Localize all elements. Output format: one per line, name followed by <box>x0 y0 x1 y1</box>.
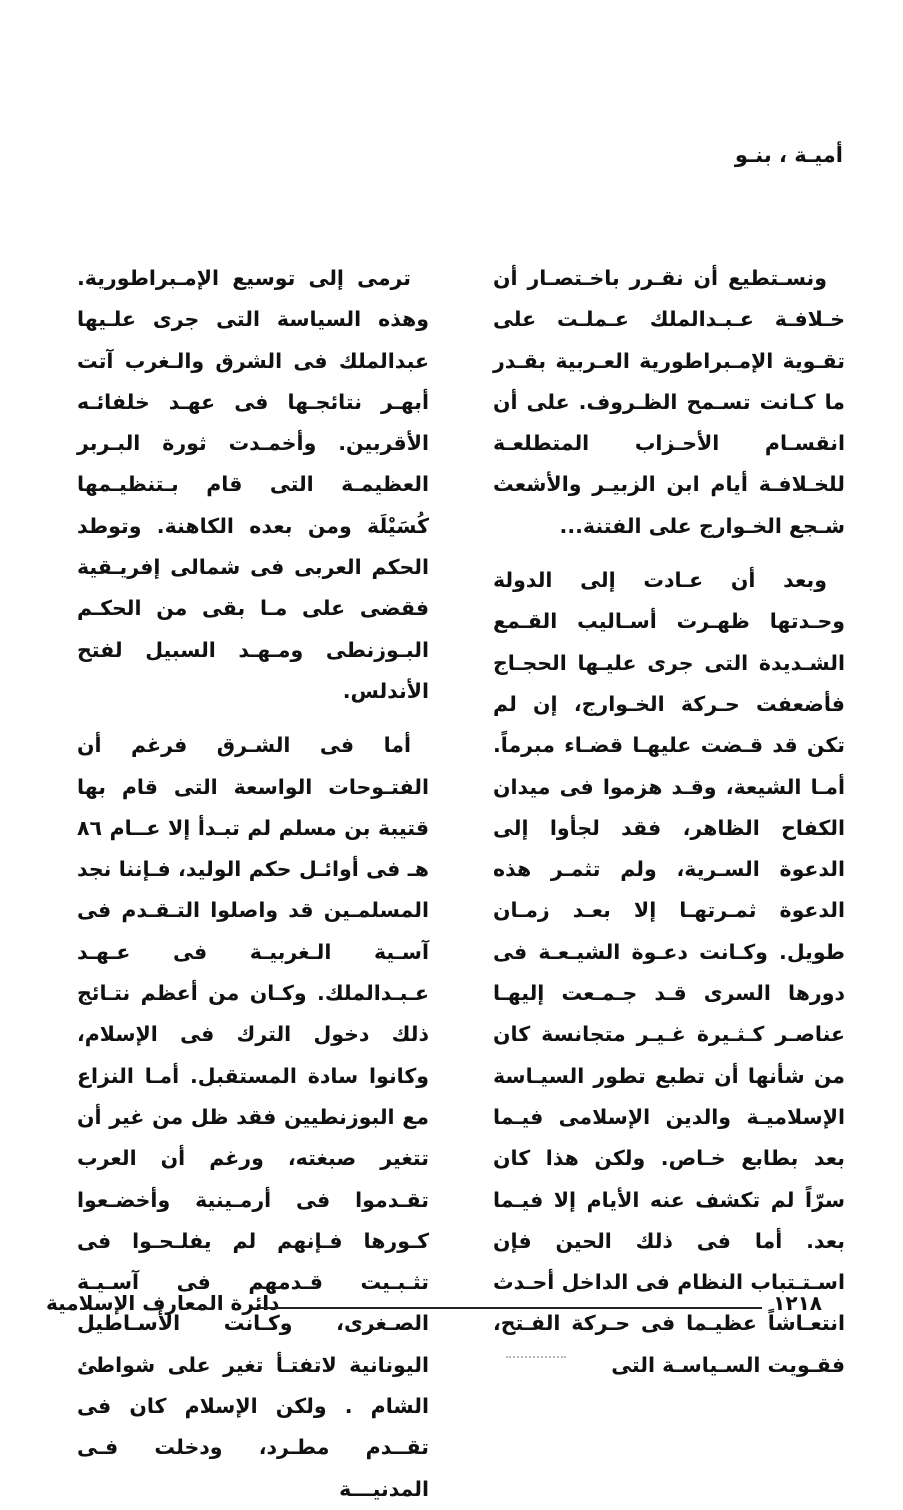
footer-journal-title: دائرة المعارف الإسلامية <box>46 1291 280 1315</box>
left-text-column <box>77 258 429 1510</box>
footer-divider-line <box>258 1307 762 1309</box>
right-text-column <box>493 258 845 1386</box>
running-header: أميـة ، بنـو <box>734 143 843 167</box>
left-paragraph-1: ترمى إلى توسيع الإمـبراطورية. وهذه السياسة التى جرى علـيها عبدالملك فى الشرق والـغرب آتت أبهـر نتائجـها فى عهـد خلفائـه الأقربين. وأخمـدت ثورة البـربر العظيمـة التى قام بـتنظيـمها كُسَيْلَة ومن بعده الكاهنة. وتوطد الحكم العربى فى شمالى إفريـقية فقضى على مـا بقى من الحكـم البـوزنطى ومـهـد السبيل لفتح الأندلس. <box>77 266 429 703</box>
right-paragraph-1: ونسـتطيع أن نقـرر باخـتصـار أن خـلافـة عـبـدالملك عـملـت على تقـوية الإمـبراطورية العـربية بقـدر ما كـانت تسـمح الظـروف. على أن انقسـام الأحـزاب المتطلعـة للخـلافـة أيام ابن الزبيـر والأشعث شـجع الخـوارج على الفتنة... <box>493 266 845 538</box>
left-paragraph-2: أما فى الشـرق فرغم أن الفتـوحات الواسعة التى قام بها قتيبة بن مسلم لم تبـدأ إلا عــام ٨٦ هـ فى أوائـل حكم الوليد، فـإننا نجد المسلمـين قد واصلوا التـقـدم فى آسـية الـغربيـة فى عـهـد عـبـدالملك. وكـان من أعظم نتـائج ذلك دخول الترك فى الإسلام، وكانوا سادة المستقبل. أمـا النزاع مع البوزنطيين فقد ظل من غير أن تتغير صبغته، ورغم أن العرب تقـدموا فى أرمـينية وأخضـعوا كـورها فـإنهم لم يفلـحـوا فى تثـبـيت قـدمهم فى آسـيـة الصـغرى، وكـانت الأسـاطيل اليونانية لاتفتـأ تغير على شواطئ الشام . ولكن الإسلام كان فى تقــدم مطـرد، ودخلت فـى المدنيـــة <box>77 733 429 1501</box>
scan-artifact-dots <box>506 1356 566 1358</box>
footer-page-number: ١٢١٨ <box>773 1291 822 1315</box>
right-paragraph-2: وبعد أن عـادت إلى الدولة وحـدتها ظهـرت أسـاليب القـمع الشـديدة التى جرى عليـها الحجـاج فأضعفت حـركة الخـوارج، إن لم تكن قد قـضت عليهـا قضـاء مبرماً. أمـا الشيعة، وقـد هزموا فى ميدان الكفاح الظاهر، فقد لجأوا إلى الدعوة السـرية، ولم تثمـر هذه الدعوة ثمـرتهـا إلا بعـد زمـان طويل. وكـانت دعـوة الشيـعـة فى دورها السرى قـد جـمـعت إليهـا عناصـر كـثـيرة غـيـر متجانسة كان من شأنها أن تطبع تطور السيـاسة الإسلاميـة والدين الإسلامى فيـما بعد بطابع خـاص. ولكن هذا كان سرّاً لم تكشف عنه الأيام إلا فيـما بعد. أما فى ذلك الحين فإن اسـتـتباب النظام فى الداخل أحـدث انتعـاشاً عظيـما فى حـركة الفـتح، فقـويت السـياسـة التى <box>493 568 845 1377</box>
page-footer <box>46 1291 822 1321</box>
